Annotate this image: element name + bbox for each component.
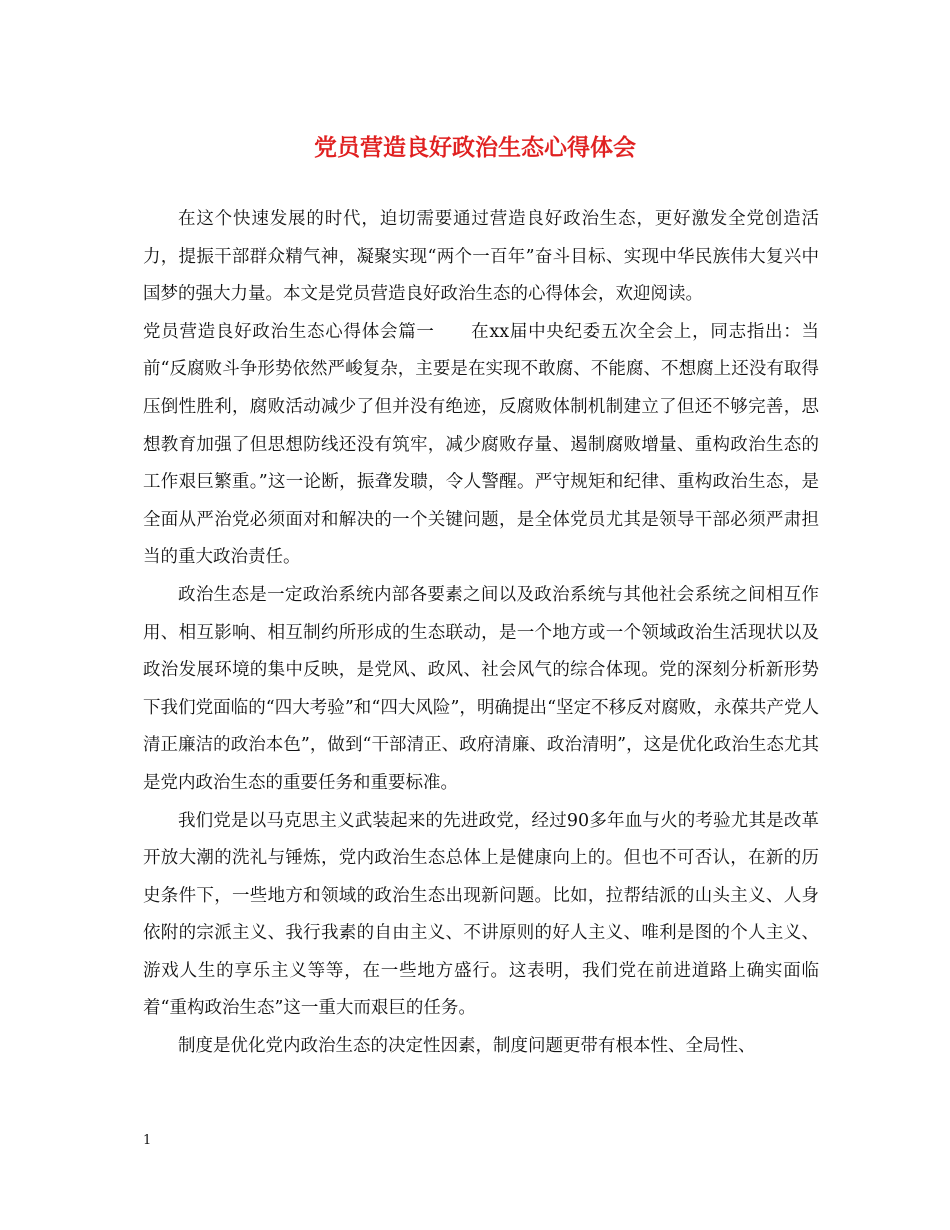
document-title: 党员营造良好政治生态心得体会 bbox=[314, 134, 636, 161]
section-heading: 党员营造良好政治生态心得体会篇一 bbox=[143, 321, 435, 342]
body-paragraph: 政治生态是一定政治系统内部各要素之间以及政治系统与其他社会系统之间相互作用、相互影响、相互制约所形成的生态联动，是一个地方或一个领域政治生活现状以及政治发展环境的集中反映，是党风、政风、社会风气的综合体现。党的深刻分析新形势下我们党面临的“四大考验”和“四大风险”，明确提出“坚定不移反对腐败，永葆共产党人清正廉洁的政治本色”，做到“干部清正、政府清廉、政治清明”，这是优化政治生态尤其是党内政治生态的重要任务和重要标准。 bbox=[143, 584, 819, 793]
document-body bbox=[143, 201, 819, 1066]
body-paragraph: 制度是优化党内政治生态的决定性因素，制度问题更带有根本性、全局性、 bbox=[178, 1036, 756, 1057]
section-first-paragraph-text: 在xx届中央纪委五次全会上，同志指出：当前“反腐败斗争形势依然严峻复杂，主要是在实现不敢腐、不能腐、不想腐上还没有取得压倒性胜利，腐败活动减少了但并没有绝迹，反腐败体制机制建立了但还不够完善，思想教育加强了但思想防线还没有筑牢，减少腐败存量、遏制腐败增量、重构政治生态的工作艰巨繁重。”这一论断，振聋发聩，令人警醒。严守规矩和纪律、重构政治生态，是全面从严治党必须面对和解决的一个关键问题，是全体党员尤其是领导干部必须严肃担当的重大政治责任。 bbox=[143, 321, 820, 568]
section-gap bbox=[435, 322, 471, 342]
page-number: 1 bbox=[143, 1133, 152, 1148]
section-first-paragraph bbox=[143, 314, 819, 577]
intro-paragraph: 在这个快速发展的时代，迫切需要通过营造良好政治生态，更好激发全党创造活力，提振干部群众精气神，凝聚实现“两个一百年”奋斗目标、实现中华民族伟大复兴中国梦的强大力量。本文是党员营造良好政治生态的心得体会，欢迎阅读。 bbox=[143, 209, 819, 305]
body-paragraph: 我们党是以马克思主义武装起来的先进政党，经过90多年血与火的考验尤其是改革开放大潮的洗礼与锤炼，党内政治生态总体上是健康向上的。但也不可否认，在新的历史条件下，一些地方和领域的政治生态出现新问题。比如，拉帮结派的山头主义、人身依附的宗派主义、我行我素的自由主义、不讲原则的好人主义、唯利是图的个人主义、游戏人生的享乐主义等等，在一些地方盛行。这表明，我们党在前进道路上确实面临着“重构政治生态”这一重大而艰巨的任务。 bbox=[143, 810, 819, 1019]
